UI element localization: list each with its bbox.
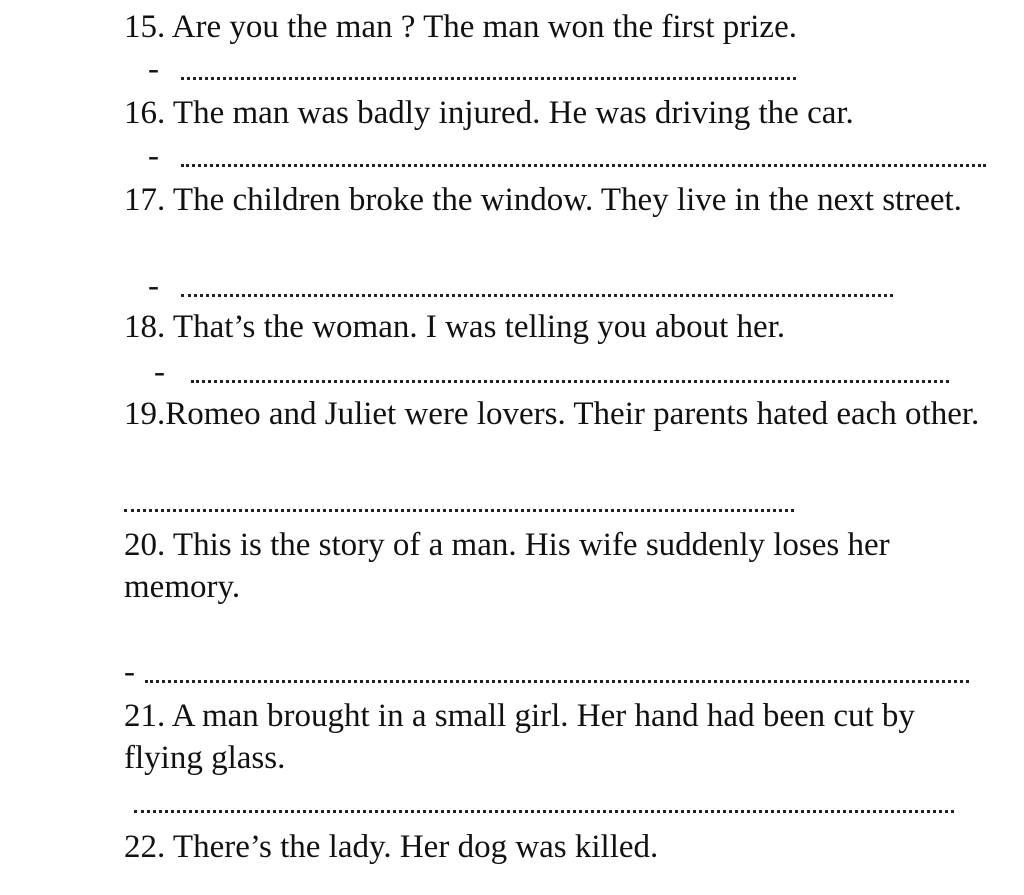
exercise-22-number: 22. <box>124 829 166 865</box>
exercise-21 <box>124 695 992 779</box>
exercise-21-number: 21. <box>124 698 166 734</box>
exercise-15-number: 15. <box>124 9 166 45</box>
answer-18-dotted-line <box>191 357 949 383</box>
answer-line-21[interactable] <box>134 787 956 817</box>
answer-line-18[interactable] <box>154 357 949 387</box>
answer-line-15[interactable] <box>148 54 796 84</box>
answer-line-17[interactable] <box>148 271 893 301</box>
exercise-17-text: The children broke the window. They live in the next street. <box>172 182 962 218</box>
answer-line-20[interactable] <box>124 657 970 687</box>
exercise-22-text: There’s the lady. Her dog was killed. <box>172 829 659 865</box>
exercise-16-number: 16. <box>124 95 166 131</box>
exercise-18-text: That’s the woman. I was telling you about her. <box>172 309 786 345</box>
exercise-17-number: 17. <box>124 182 166 218</box>
answer-19-dotted-line <box>124 486 794 512</box>
exercise-20-text: This is the story of a man. His wife suddenly loses her memory. <box>124 527 890 606</box>
exercise-19-text: Romeo and Juliet were lovers. Their parents hated each other. <box>165 396 980 432</box>
exercise-16 <box>124 92 992 134</box>
answer-17-dash: - <box>148 271 159 301</box>
answer-15-dotted-line <box>181 54 796 80</box>
answer-21-dotted-line <box>134 787 954 813</box>
answer-line-16[interactable] <box>148 141 988 171</box>
exercise-18-number: 18. <box>124 309 166 345</box>
exercise-18 <box>124 306 992 348</box>
exercise-15-text: Are you the man ? The man won the first prize. <box>171 9 797 45</box>
exercise-16-text: The man was badly injured. He was driving the car. <box>172 95 854 131</box>
exercise-22 <box>124 826 992 868</box>
exercise-19-number: 19. <box>124 396 166 432</box>
answer-20-dotted-line <box>145 657 969 683</box>
exercise-21-text: A man brought in a small girl. Her hand had been cut by flying glass. <box>124 698 915 777</box>
answer-17-dotted-line <box>181 271 893 297</box>
exercise-20-number: 20. <box>124 527 166 563</box>
answer-15-dash: - <box>148 54 159 84</box>
exercise-19 <box>124 393 992 435</box>
answer-16-dash: - <box>148 141 159 171</box>
answer-16-dotted-line <box>181 141 986 167</box>
exercise-15 <box>124 6 992 48</box>
exercise-17 <box>124 179 992 221</box>
answer-18-dash: - <box>154 357 165 387</box>
exercise-20 <box>124 524 992 608</box>
answer-line-19[interactable] <box>124 486 796 516</box>
answer-20-dash: - <box>124 657 135 687</box>
